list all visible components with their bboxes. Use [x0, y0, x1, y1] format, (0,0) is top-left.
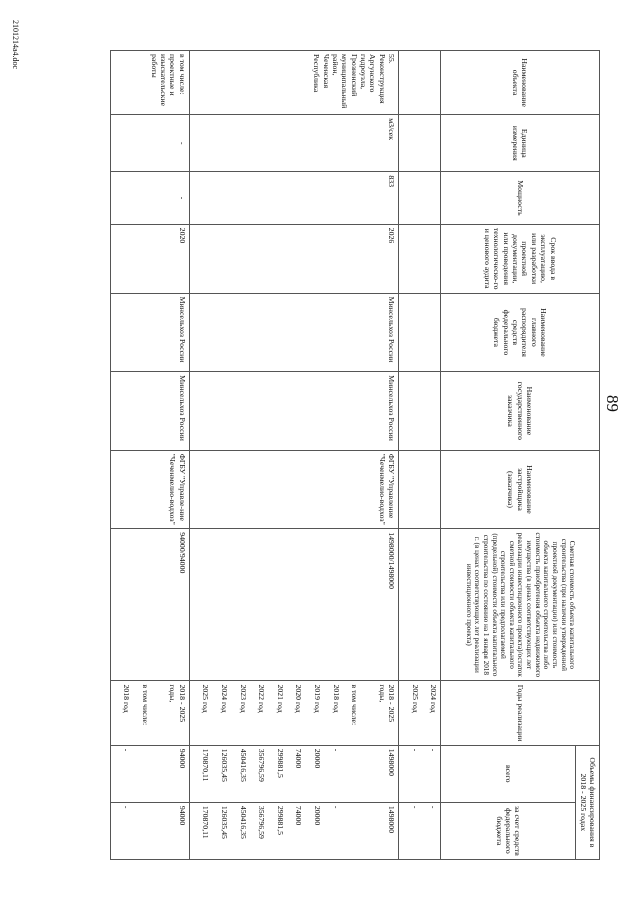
row55-manager: Минсельхоз России — [189, 293, 398, 372]
header-developer: Наименование застройщика (заказчика) — [441, 450, 600, 529]
sub-federal: 94000 - — [110, 802, 189, 859]
header-federal: за счет средств федерального бюджета — [441, 802, 576, 859]
header-manager: Наименование главного распорядителя средств федерального бюджета — [441, 293, 600, 372]
header-unit: Единица измерения — [441, 115, 600, 172]
header-capacity: Мощность — [441, 172, 600, 224]
page-number: 89 — [603, 395, 622, 412]
sub-deadline: 2020 — [110, 224, 189, 293]
continuation-federal: - - — [399, 802, 441, 859]
sub-developer: ФГБУ "Управле-ние "Чеченмелио-водхоз" — [110, 450, 189, 529]
sub-estimate: 94000/94000 — [110, 529, 189, 681]
row55-years: 2018 - 2025 годы, в том числе: 2018 год 2019 год 2020 год 2021 год 2022 год 2023 год 2024 год 2025 год — [189, 681, 398, 745]
sub-customer: Минсельхоз России — [110, 372, 189, 451]
investment-table — [110, 50, 600, 860]
sub-manager: Минсельхоз России — [110, 293, 189, 372]
sub-unit: - — [110, 115, 189, 172]
row55-estimate: 1498000/1498000 — [189, 529, 398, 681]
header-total: всего — [441, 745, 576, 802]
continuation-total: - - — [399, 745, 441, 802]
row55-unit: м3/сек — [189, 115, 398, 172]
row55-deadline: 2026 — [189, 224, 398, 293]
row55-developer: ФГБУ "Управление "Чеченмелио-водхоз" — [189, 450, 398, 529]
sub-years: 2018 - 2025 годы, в том числе: 2018 год — [110, 681, 189, 745]
footer-filename: 2101214a4.doc — [11, 20, 20, 70]
header-years: Годы реализации — [441, 681, 600, 745]
continuation-years: 2024 год 2025 год — [399, 681, 441, 745]
row55-capacity: 833 — [189, 172, 398, 224]
row55-customer: Минсельхоз России — [189, 372, 398, 451]
row55-name: 55. Реконструкция Аргунского гидроузла, Грозненский муниципальный район, Чеченская Республика — [189, 51, 398, 115]
header-deadline: Срок ввода в эксплуатацию, или разработки проектной документации, или проведения технологическо-го и ценового аудита — [441, 224, 600, 293]
row55-federal: 1498000 - 20000 74000 299881,5 356796,59 450416,35 126035,45 170870,11 — [189, 802, 398, 859]
table-row-55 — [189, 51, 398, 860]
table-row-sub — [110, 51, 189, 860]
row55-total: 1498000 - 20000 74000 299881,5 356796,59 450416,35 126035,45 170870,11 — [189, 745, 398, 802]
header-estimate: Сметная стоимость объекта капитального строительства (при наличии утвержденной проектной документации) или стоимость объекта капитального строительства либо стоимость приобретения объекта недвижимого имущества (в ценах соответствующих лет реализации инвестиционного проекта)/остаток сметной стоимости объекта капитального строительства или предполагаемой (предельной) стоимости объекта капитального строительства по состоянию на 1 января 2018 г. (в ценах соответствующих лет реализации инвестиционного проекта) — [441, 529, 600, 681]
header-financing: Объемы финансирования в 2018 - 2025 годах — [576, 745, 600, 859]
sub-total: 94000 - — [110, 745, 189, 802]
sub-name: в том числе: проектные и изыскательские работы — [110, 51, 189, 115]
continuation-row — [399, 51, 441, 860]
header-name: Наименование объекта — [441, 51, 600, 115]
sub-capacity: - — [110, 172, 189, 224]
header-customer: Наименование государственного заказчика — [441, 372, 600, 451]
header-row — [576, 51, 600, 860]
